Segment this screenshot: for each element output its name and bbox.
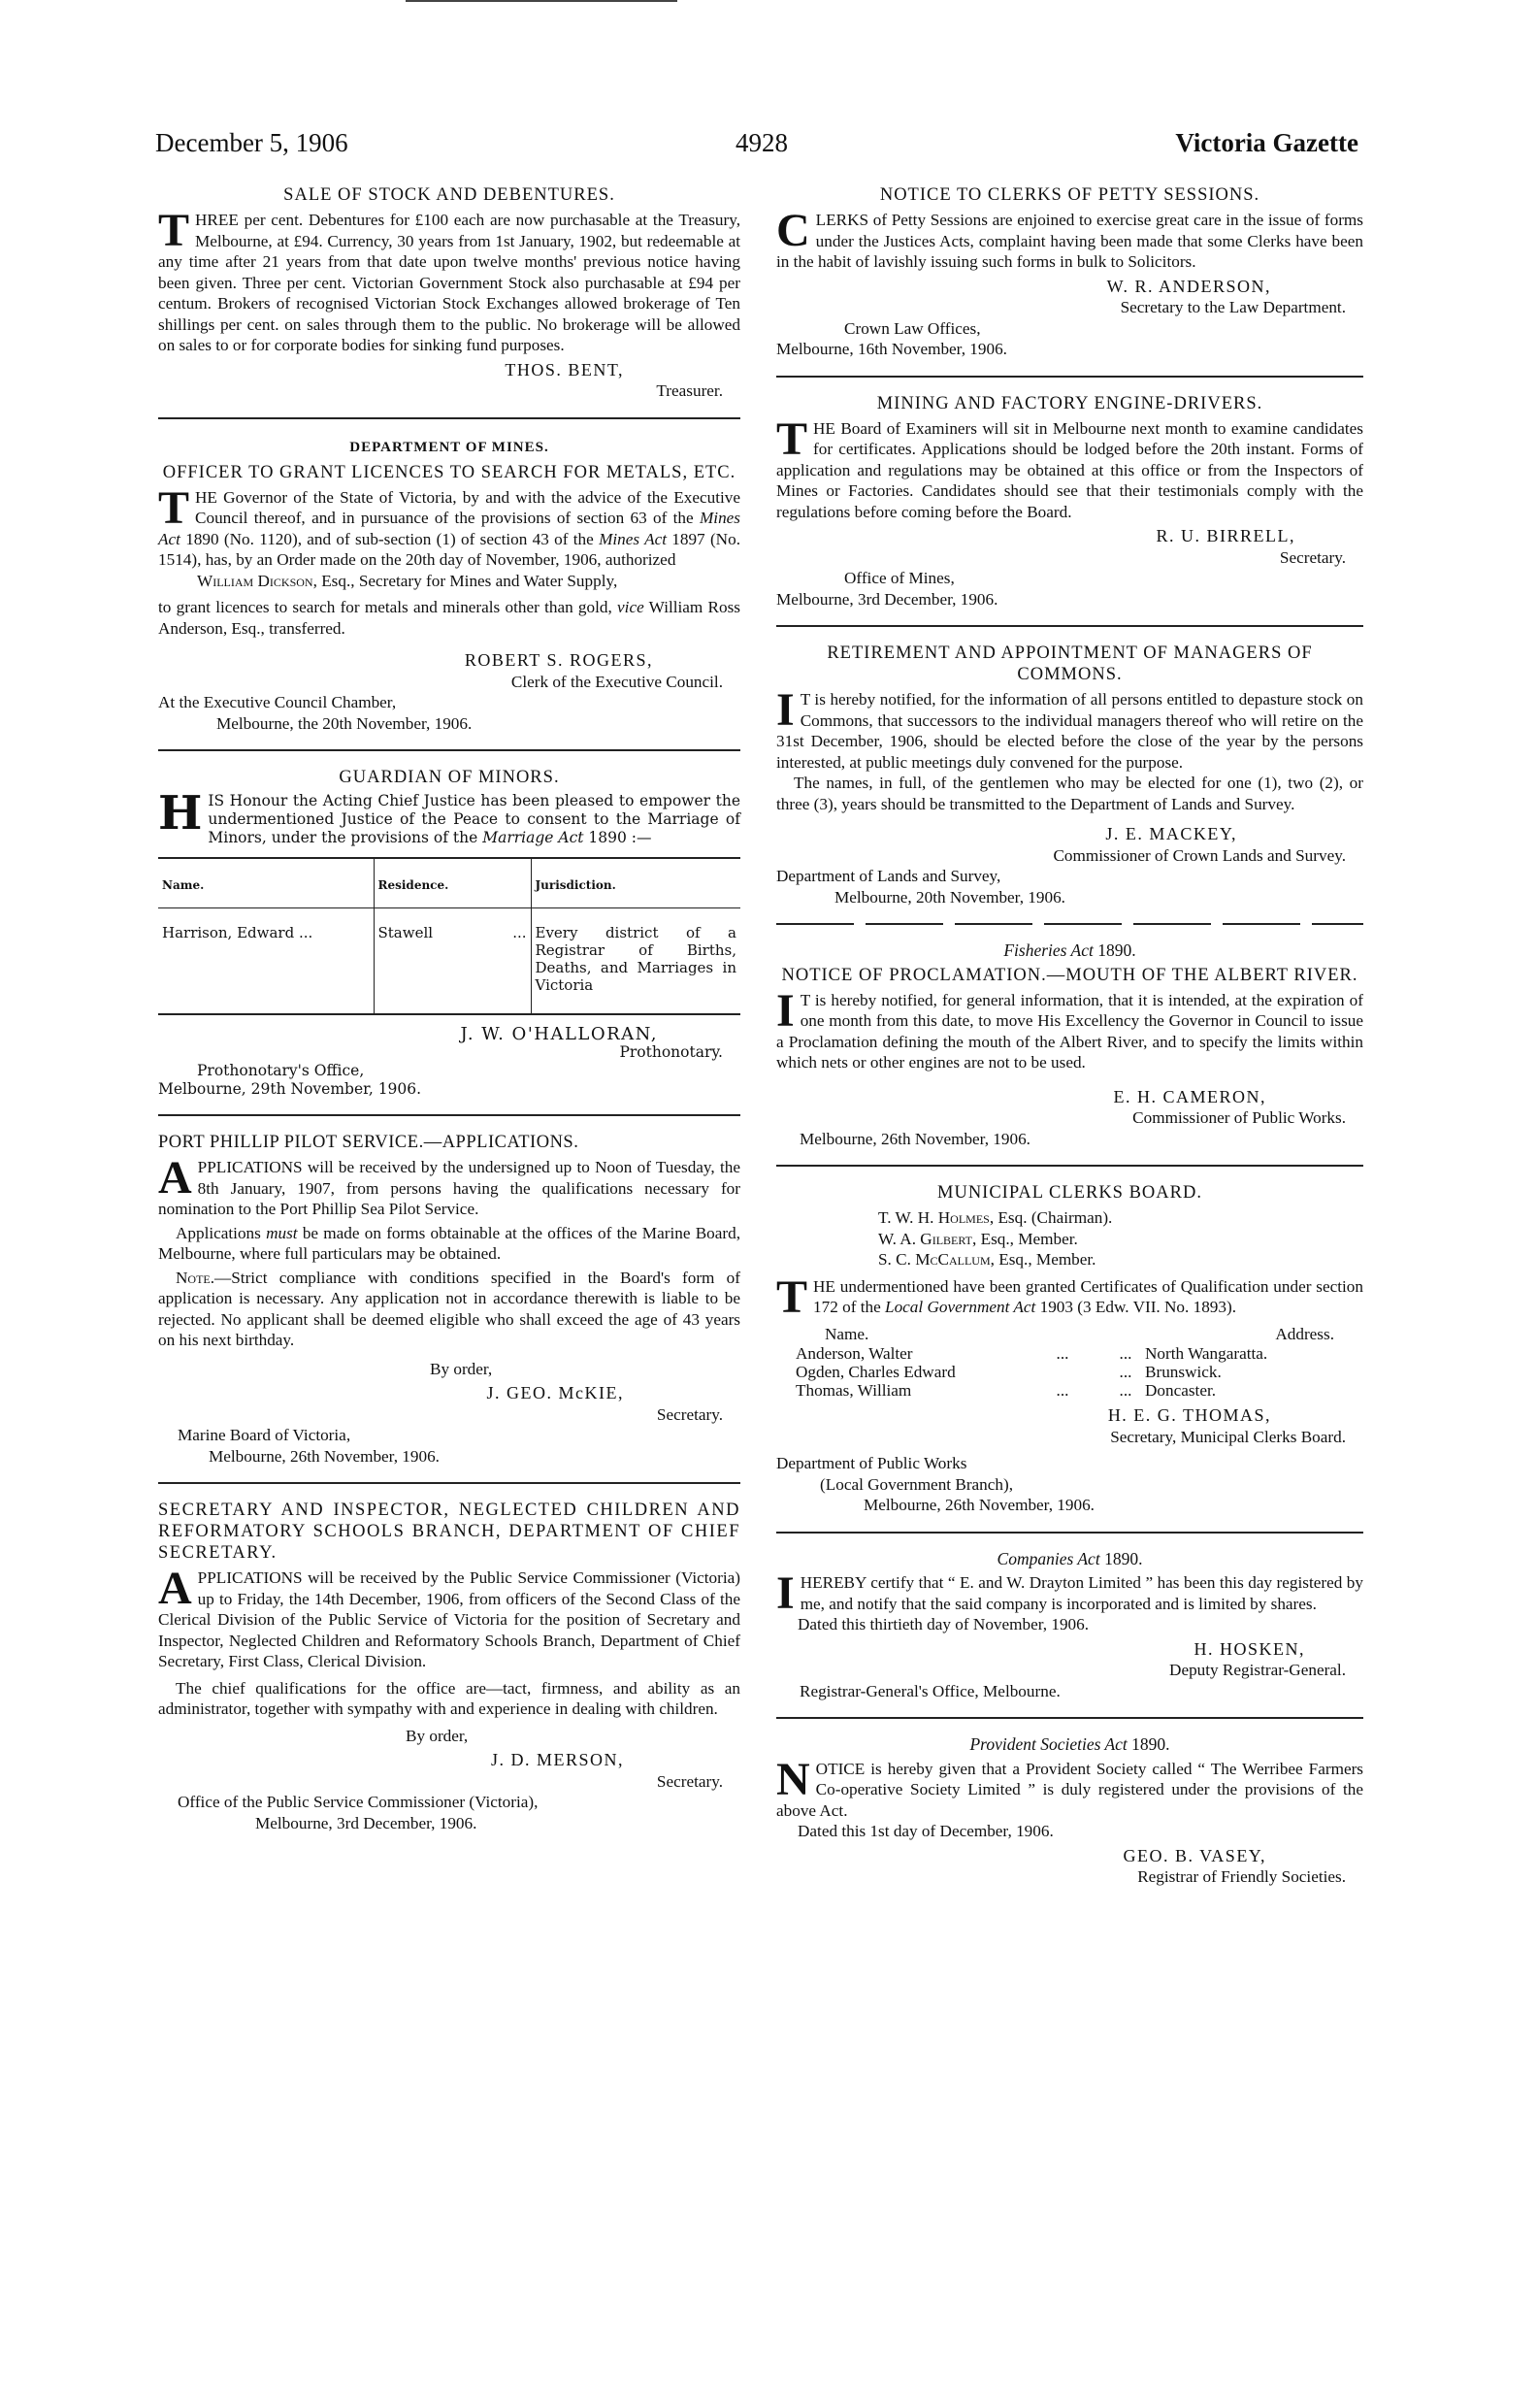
notice-body: 1897 (No. 1514), has, by an Order made on the 20th day of November, 1906, authorized: [158, 529, 740, 569]
date-line: Melbourne, 3rd December, 1906.: [776, 589, 998, 609]
signatory-name: J. D. MERSON,: [490, 1750, 624, 1769]
notice-body: William Ross Anderson, Esq., transferred.: [158, 598, 740, 638]
cell-residence: [374, 908, 531, 1015]
place-line: Marine Board of Victoria,: [178, 1426, 351, 1444]
by-order: By order,: [430, 1359, 493, 1378]
signatory-role: Commissioner of Public Works.: [1132, 1108, 1346, 1127]
list-item: [776, 1344, 1363, 1363]
member-initials: T. W. H.: [878, 1208, 938, 1227]
signatory-role: Secretary.: [1279, 547, 1346, 567]
member-initials: S. C.: [878, 1250, 916, 1269]
section-divider: [776, 1165, 1363, 1167]
note-label: Note.: [176, 1268, 215, 1287]
notice-body: IS Honour the Acting Chief Justice has been pleased to empower the undermentioned Justice of the Peace to consent to the Marriage of Minors, under the provisions of the: [208, 792, 740, 846]
right-column: [776, 184, 1363, 1888]
member-role: , Esq., Member.: [990, 1250, 1096, 1269]
notice-provident-societies: [776, 1734, 1363, 1888]
leader-dots: [1019, 1363, 1106, 1381]
section-divider: [776, 1717, 1363, 1719]
table-row: [158, 908, 740, 1015]
italic-word: vice: [617, 598, 644, 616]
column-header-name: Name.: [158, 858, 374, 908]
board-member: [878, 1207, 1363, 1229]
notice-body: Applications: [176, 1223, 267, 1242]
drop-cap: A: [158, 1563, 192, 1614]
notice-body: HEREBY certify that “ E. and W. Drayton Limited ” has been this day registered by me, and notify that the said company is incorporated and is limited by shares.: [800, 1573, 1363, 1613]
member-surname: Holmes: [937, 1208, 990, 1227]
department-heading: DEPARTMENT OF MINES.: [349, 439, 549, 455]
drop-cap: N: [776, 1753, 810, 1805]
left-column: [158, 184, 740, 1833]
page-number: 4928: [736, 128, 788, 157]
signatory-name: GEO. B. VASEY,: [1123, 1845, 1266, 1865]
notice-commons: [776, 643, 1363, 907]
notice-title: NOTICE TO CLERKS OF PETTY SESSIONS.: [879, 185, 1260, 205]
notice-body: The chief qualifications for the office are—tact, firmness, and ability as an administrator, together with sympathy with and experience in dealing with children.: [158, 1678, 740, 1718]
by-order: By order,: [406, 1726, 469, 1745]
signatory-name: R. U. BIRRELL,: [1156, 526, 1295, 545]
leader-dots: ...: [1119, 1381, 1132, 1400]
date-line: Melbourne, 20th November, 1906.: [834, 887, 1065, 907]
notice-body: OTICE is hereby given that a Provident Society called “ The Werribee Farmers Co-operative Society Limited ” is duly registered under the provisions of the above Act.: [776, 1759, 1363, 1820]
place-line: Registrar-General's Office, Melbourne.: [800, 1681, 1061, 1700]
act-heading: [776, 940, 1363, 962]
notice-sale-of-stock: [158, 184, 740, 402]
signatory-name: E. H. CAMERON,: [1113, 1086, 1266, 1106]
notice-body: be made on forms obtainable at the offices of the Marine Board, Melbourne, where full particulars may be obtained.: [158, 1223, 740, 1263]
act-year: 1890.: [1093, 940, 1136, 960]
notice-mines-licences: [158, 437, 740, 735]
date-line: Melbourne, 26th November, 1906.: [209, 1446, 440, 1466]
drop-cap: A: [158, 1152, 192, 1204]
signatory-name: H. E. G. THOMAS,: [1107, 1405, 1271, 1425]
notice-body: PPLICATIONS will be received by the undersigned up to Noon of Tuesday, the 8th January, 1907, from persons having the qualifications necessary for nomination to the Port Phillip Sea Pilot Service.: [158, 1158, 740, 1218]
drop-cap: T: [158, 205, 190, 256]
notice-pilot-service: [158, 1132, 740, 1467]
notice-title: SALE OF STOCK AND DEBENTURES.: [283, 185, 615, 205]
signatory-name: ROBERT S. ROGERS,: [464, 650, 653, 670]
cell-jurisdiction: Every district of a Registrar of Births, Deaths, and Marriages in Victoria: [531, 908, 740, 1015]
certificate-address: North Wangaratta.: [1145, 1344, 1268, 1363]
member-role: , Esq. (Chairman).: [989, 1208, 1113, 1227]
appointee-name: William Dickson: [197, 571, 313, 590]
date-line: Melbourne, 16th November, 1906.: [776, 340, 1007, 358]
act-name: Companies Act: [997, 1548, 1100, 1568]
notice-municipal-clerks: [776, 1182, 1363, 1516]
certificate-name: Anderson, Walter: [796, 1344, 913, 1363]
member-initials: W. A.: [878, 1229, 921, 1248]
section-divider: [158, 1114, 740, 1116]
board-member: [878, 1249, 1363, 1270]
notice-neglected-children: [158, 1500, 740, 1833]
drop-cap: T: [776, 412, 808, 465]
act-name: Local Government Act: [885, 1298, 1036, 1316]
place-line: Crown Law Offices,: [844, 318, 981, 338]
act-name: Marriage Act: [482, 829, 584, 846]
certificate-name: Thomas, William: [796, 1381, 912, 1400]
certificate-address: Brunswick.: [1145, 1363, 1222, 1381]
signatory-name: H. HOSKEN,: [1194, 1638, 1305, 1659]
drop-cap: I: [776, 984, 795, 1037]
dated-line: Dated this 1st day of December, 1906.: [798, 1822, 1054, 1840]
notice-body: to grant licences to search for metals and minerals other than gold,: [158, 598, 618, 616]
signatory-role: Clerk of the Executive Council.: [510, 672, 723, 691]
act-heading: [776, 1734, 1363, 1756]
section-divider: [776, 625, 1363, 627]
act-year: 1890.: [1099, 1548, 1143, 1568]
notice-body: HE Governor of the State of Victoria, by and with the advice of the Executive Council thereof, and in pursuance of the provisions of section 63 of the: [195, 487, 740, 527]
notice-title: MUNICIPAL CLERKS BOARD.: [937, 1183, 1202, 1203]
header-date: December 5, 1906: [155, 128, 348, 157]
notice-title: RETIREMENT AND APPOINTMENT OF MANAGERS OF COMMONS.: [827, 643, 1313, 684]
section-divider: [158, 417, 740, 419]
signatory-role: Secretary.: [656, 1771, 723, 1791]
column-header-jurisdiction: Jurisdiction.: [531, 858, 740, 908]
place-line: (Local Government Branch),: [820, 1474, 1014, 1494]
act-heading: [776, 1549, 1363, 1570]
date-line: Melbourne, the 20th November, 1906.: [216, 713, 473, 733]
notice-body: PPLICATIONS will be received by the Public Service Commissioner (Victoria) up to Friday, the 14th December, 1906, from officers of the Second Class of the Clerical Division of the Public Service of Victoria for the position of Secretary and Inspector, Neglected Children and Reformatory Schools Branch, Department of Chief Secretary, First Class, Clerical Division.: [158, 1568, 740, 1670]
list-header: [776, 1324, 1363, 1345]
scan-artifact-line: [406, 0, 677, 2]
signatory-name: THOS. BENT,: [505, 359, 624, 379]
appointee-title: , Esq., Secretary for Mines and Water Supply,: [312, 571, 618, 590]
list-header-address: Address.: [1275, 1324, 1334, 1343]
drop-cap: I: [776, 1567, 795, 1619]
date-line: Melbourne, 3rd December, 1906.: [255, 1813, 477, 1832]
signatory-role: Secretary to the Law Department.: [1120, 298, 1346, 316]
place-line: Department of Lands and Survey,: [776, 867, 1001, 885]
section-divider: [158, 1482, 740, 1484]
column-header-residence: Residence.: [374, 858, 531, 908]
notice-body: HREE per cent. Debentures for £100 each are now purchasable at the Treasury, Melbourne, at £94. Currency, 30 years from 1st January, 1902, but redeemable at any time after 21 years from that date upon twelve months' previous notice having been given. Three per cent. Victorian Government Stock also purchasable at £94 per centum. Brokers of recognised Victorian Stock Exchanges allowed brokerage of Ten shillings per cent. on sales through them to the public. No brokerage will be allowed on sales to or for corporate bodies for sinking fund purposes.: [158, 211, 740, 354]
notice-engine-drivers: [776, 393, 1363, 610]
notice-title: GUARDIAN OF MINORS.: [339, 768, 560, 787]
notice-body: 1890 (No. 1120), and of sub-section (1) of section 43 of the: [180, 529, 600, 548]
act-name: Mines Act: [158, 509, 740, 548]
section-divider: [776, 376, 1363, 378]
notice-body: 1903 (3 Edw. VII. No. 1893).: [1035, 1298, 1237, 1316]
list-header-name: Name.: [825, 1324, 869, 1343]
notice-title: MINING AND FACTORY ENGINE-DRIVERS.: [876, 393, 1263, 413]
signatory-role: Prothonotary.: [619, 1043, 723, 1061]
notice-title: SECRETARY AND INSPECTOR, NEGLECTED CHILDREN AND REFORMATORY SCHOOLS BRANCH, DEPARTMENT OF CHIEF SECRETARY.: [158, 1501, 740, 1563]
guardian-table: [158, 857, 740, 1015]
publication-title: Victoria Gazette: [1175, 128, 1358, 157]
leader-dots: ...: [1119, 1363, 1132, 1381]
date-line: Melbourne, 26th November, 1906.: [864, 1496, 1095, 1514]
notice-body: HE undermentioned have been granted Certificates of Qualification under section 172 of the: [813, 1276, 1363, 1316]
signatory-name: J. W. O'HALLORAN,: [460, 1024, 658, 1044]
notice-body: T is hereby notified, for general information, that it is intended, at the expiration of one month from this date, to move His Excellency the Governor in Council to issue a Proclamation defining the mouth of the Albert River, and to specify the limits within which nets or other engines are not to be used.: [776, 990, 1363, 1072]
italic-word: must: [266, 1223, 298, 1242]
certificate-name: Ogden, Charles Edward: [796, 1363, 956, 1381]
notice-title: PORT PHILLIP PILOT SERVICE.—APPLICATIONS.: [158, 1133, 579, 1152]
notice-companies-act: [776, 1549, 1363, 1702]
signatory-name: J. E. MACKEY,: [1105, 824, 1237, 843]
drop-cap: I: [776, 684, 795, 736]
notice-petty-sessions: [776, 184, 1363, 360]
signatory-role: Deputy Registrar-General.: [1169, 1661, 1346, 1679]
certificate-address: Doncaster.: [1145, 1381, 1217, 1400]
notice-title: OFFICER TO GRANT LICENCES TO SEARCH FOR METALS, ETC.: [162, 462, 736, 482]
drop-cap: T: [158, 481, 190, 534]
signatory-name: J. GEO. McKIE,: [486, 1383, 624, 1402]
leader-dots: ...: [512, 924, 527, 941]
notice-body: The names, in full, of the gentlemen who may be elected for one (1), two (2), or three (3), years should be transmitted to the Department of Lands and Survey.: [776, 774, 1363, 813]
section-divider: [776, 923, 1363, 925]
leader-dots: ...: [1056, 1344, 1069, 1363]
notice-fisheries: [776, 940, 1363, 1149]
act-name: Provident Societies Act: [969, 1734, 1128, 1754]
drop-cap: H: [158, 786, 203, 841]
drop-cap: C: [776, 205, 810, 256]
place-line: Office of the Public Service Commissioner (Victoria),: [178, 1793, 539, 1811]
signatory-role: Treasurer.: [656, 381, 723, 400]
section-divider: [158, 749, 740, 751]
section-divider: [776, 1532, 1363, 1534]
notice-body: HE Board of Examiners will sit in Melbourne next month to examine candidates for certificates. Applications should be lodged before the 20th instant. Forms of application and regulations may be obtained at this office or from the Inspectors of Mines or Factories. Candidates should see that their testimonials comply with the regulations before coming before the Board.: [776, 418, 1363, 521]
notice-guardian-of-minors: [158, 767, 740, 1099]
signatory-role: Registrar of Friendly Societies.: [1137, 1867, 1346, 1886]
residence-value: Stawell: [377, 924, 434, 941]
notice-body: T is hereby notified, for the information of all persons entitled to depasture stock on Commons, that successors to the individual managers thereof who will retire on the 31st December, 1906, should be elected before the close of the year by the persons interested, at public meetings duly convened for the purpose.: [776, 690, 1363, 772]
notice-body: LERKS of Petty Sessions are enjoined to exercise great care in the issue of forms under the Justices Acts, complaint having been made that some Clerks have been in the habit of lavishly issuing such forms in bulk to Solicitors.: [776, 211, 1363, 271]
act-name: Fisheries Act: [1003, 940, 1094, 960]
member-role: , Esq., Member.: [971, 1229, 1078, 1248]
member-surname: Gilbert: [920, 1229, 972, 1248]
act-name: Mines Act: [599, 529, 667, 548]
member-surname: McCallum: [915, 1250, 991, 1269]
notice-title: NOTICE OF PROCLAMATION.—MOUTH OF THE ALBERT RIVER.: [781, 965, 1358, 985]
signatory-name: W. R. ANDERSON,: [1106, 276, 1271, 296]
leader-dots: ...: [1119, 1344, 1132, 1363]
notice-body: 1890 :—: [583, 829, 652, 846]
signatory-role: Secretary.: [656, 1404, 723, 1424]
board-member: [878, 1229, 1363, 1250]
place-line: At the Executive Council Chamber,: [158, 693, 397, 711]
notice-body: —Strict compliance with conditions specified in the Board's form of application is necessary. Any application not in accordance therewith is liable to be rejected. No applicant shall be deemed eligible who shall exceed the age of 43 years on his next birthday.: [158, 1268, 740, 1349]
act-year: 1890.: [1127, 1734, 1170, 1754]
list-item: [776, 1363, 1363, 1381]
signatory-role: Commissioner of Crown Lands and Survey.: [1053, 845, 1346, 865]
place-line: Department of Public Works: [776, 1454, 967, 1472]
place-line: Office of Mines,: [844, 569, 955, 587]
page-header: [155, 128, 1358, 167]
dated-line: Dated this thirtieth day of November, 1906.: [798, 1615, 1090, 1633]
drop-cap: T: [776, 1270, 808, 1323]
list-item: [776, 1381, 1363, 1400]
cell-name: Harrison, Edward ...: [158, 908, 374, 1015]
place-line: Prothonotary's Office,: [197, 1062, 365, 1079]
leader-dots: ...: [1056, 1381, 1069, 1400]
date-line: Melbourne, 26th November, 1906.: [800, 1129, 1030, 1148]
date-line: Melbourne, 29th November, 1906.: [158, 1080, 422, 1098]
signatory-role: Secretary, Municipal Clerks Board.: [1110, 1427, 1346, 1446]
